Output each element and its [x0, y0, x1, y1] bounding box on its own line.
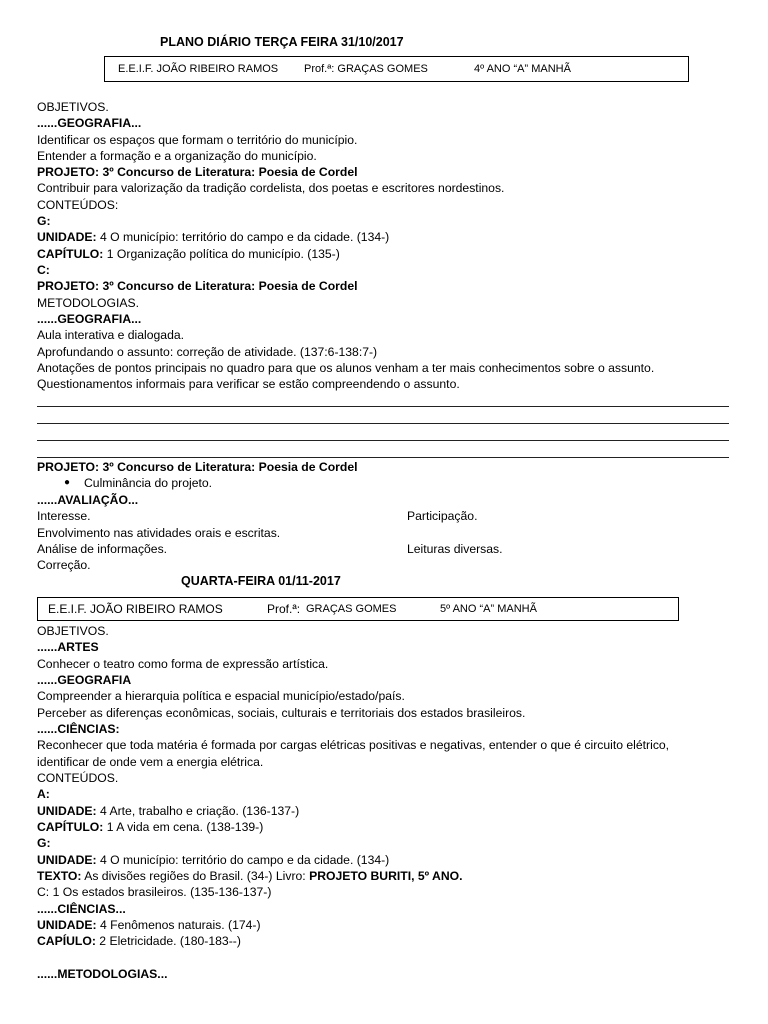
day1-avaliacao-heading: ......AVALIAÇÃO...: [37, 493, 139, 507]
day1-title: PLANO DIÁRIO TERÇA FEIRA 31/10/2017: [160, 35, 404, 49]
day1-g-label: G:: [37, 214, 51, 228]
capitulo-text: 1 A vida em cena. (138-139-): [106, 820, 264, 834]
unidade-label: UNIDADE:: [37, 804, 97, 818]
day2-c-line: C: 1 Os estados brasileiros. (135-136-137-): [37, 885, 272, 899]
day2-capitulo-c-line: [37, 933, 241, 949]
day1-eval-4: Correção.: [37, 558, 91, 572]
day1-objective-1: Identificar os espaços que formam o território do município.: [37, 133, 358, 147]
unidade-text: 4 O município: território do campo e da cidade. (134-): [99, 230, 390, 244]
day1-eval-1b: Participação.: [407, 509, 478, 523]
day2-class: 5º ANO “A” MANHÃ: [440, 603, 537, 615]
unidade-label: UNIDADE:: [37, 230, 97, 244]
unidade-text: 4 O município: território do campo e da cidade. (134-): [99, 853, 390, 867]
day2-unidade-g-line: [37, 852, 389, 868]
projeto-label: PROJETO:: [37, 279, 100, 293]
day2-capitulo-a-line: [37, 819, 263, 835]
day1-eval-1: Interesse.: [37, 509, 91, 523]
day2-geografia-heading: ......GEOGRAFIA: [37, 673, 132, 687]
day1-objective-2: Entender a formação e a organização do município.: [37, 149, 317, 163]
projeto-text: 3º Concurso de Literatura: Poesia de Cordel: [102, 279, 358, 293]
unidade-text: 4 Fenômenos naturais. (174-): [99, 918, 261, 932]
day1-projeto3-line: [37, 459, 358, 475]
day1-method-2: Aprofundando o assunto: correção de atividade. (137:6-138:7-): [37, 345, 378, 359]
day2-objetivos: OBJETIVOS.: [37, 624, 109, 638]
texto-book: PROJETO BURITI, 5º ANO.: [309, 869, 463, 883]
blank-writing-line: [37, 423, 729, 424]
day2-cie-objective-2: identificar de onde vem a energia elétrica.: [37, 755, 264, 769]
day1-projeto2-line: [37, 278, 358, 294]
day2-teacher-label: Prof.ª:: [267, 602, 301, 616]
day2-ciencias-heading-2: ......CIÊNCIAS...: [37, 902, 126, 916]
day2-teacher-name: GRAÇAS GOMES: [306, 603, 397, 615]
day1-teacher: Prof.ª: GRAÇAS GOMES: [304, 63, 428, 75]
day1-method-4: Questionamentos informais para verificar se estão compreendendo o assunto.: [37, 377, 460, 391]
day1-objetivos: OBJETIVOS.: [37, 100, 109, 114]
capitulo-label: CAPÍTULO:: [37, 247, 104, 261]
day2-artes-heading: ......ARTES: [37, 640, 99, 654]
blank-writing-line: [37, 457, 729, 458]
day2-unidade-c-line: [37, 917, 261, 933]
day1-bullet-item: Culminância do projeto.: [84, 476, 213, 490]
capitulo-label: CAPÍULO:: [37, 934, 96, 948]
day1-geografia-heading: ......GEOGRAFIA...: [37, 116, 142, 130]
blank-writing-line: [37, 440, 729, 441]
day1-projeto-line: [37, 164, 358, 180]
day2-geo-objective-2: Perceber as diferenças econômicas, sociais, culturais e territoriais dos estados brasileiros.: [37, 706, 526, 720]
bullet-icon: ●: [64, 477, 71, 488]
projeto-label: PROJETO:: [37, 165, 100, 179]
unidade-label: UNIDADE:: [37, 918, 97, 932]
day1-unidade-line: [37, 229, 389, 245]
capitulo-text: 2 Eletricidade. (180-183--): [99, 934, 241, 948]
texto-label: TEXTO:: [37, 869, 82, 883]
day2-g-label: G:: [37, 836, 51, 850]
unidade-text: 4 Arte, trabalho e criação. (136-137-): [99, 804, 300, 818]
capitulo-text: 1 Organização política do município. (135-): [106, 247, 340, 261]
day2-geo-objective-1: Compreender a hierarquia política e espacial município/estado/país.: [37, 689, 405, 703]
day1-eval-3: Análise de informações.: [37, 542, 168, 556]
day2-conteudos: CONTEÚDOS.: [37, 771, 119, 785]
day1-class: 4º ANO “A” MANHÃ: [474, 63, 571, 75]
projeto-label: PROJETO:: [37, 460, 100, 474]
day1-capitulo-line: [37, 246, 340, 262]
day1-method-1: Aula interativa e dialogada.: [37, 328, 185, 342]
day2-texto-line: [37, 868, 463, 884]
day2-school: E.E.I.F. JOÃO RIBEIRO RAMOS: [48, 602, 223, 616]
day1-school: E.E.I.F. JOÃO RIBEIRO RAMOS: [118, 63, 279, 75]
day2-ciencias-heading: ......CIÊNCIAS:: [37, 722, 120, 736]
day1-eval-3b: Leituras diversas.: [407, 542, 503, 556]
day1-eval-2: Envolvimento nas atividades orais e escritas.: [37, 526, 281, 540]
projeto-text: 3º Concurso de Literatura: Poesia de Cordel: [102, 165, 358, 179]
day1-header-box: [104, 56, 689, 82]
texto-text: As divisões regiões do Brasil. (34-) Livro:: [84, 869, 306, 883]
capitulo-label: CAPÍTULO:: [37, 820, 104, 834]
day2-header-box: [37, 597, 679, 621]
day1-geografia-heading-2: ......GEOGRAFIA...: [37, 312, 142, 326]
day2-artes-objective: Conhecer o teatro como forma de expressão artística.: [37, 657, 329, 671]
blank-writing-line: [37, 406, 729, 407]
day2-cie-objective-1: Reconhecer que toda matéria é formada por cargas elétricas positivas e negativas, entender o que é circuito elétrico,: [37, 738, 670, 752]
day1-c-label: C:: [37, 263, 50, 277]
day1-projeto-objective: Contribuir para valorização da tradição cordelista, dos poetas e escritores nordestinos.: [37, 181, 505, 195]
day2-title: QUARTA-FEIRA 01/11-2017: [181, 574, 341, 588]
day2-a-label: A:: [37, 787, 50, 801]
day2-unidade-a-line: [37, 803, 299, 819]
day1-metodologias: METODOLOGIAS.: [37, 296, 140, 310]
projeto-text: 3º Concurso de Literatura: Poesia de Cordel: [102, 460, 358, 474]
unidade-label: UNIDADE:: [37, 853, 97, 867]
day1-conteudos: CONTEÚDOS:: [37, 198, 119, 212]
day1-method-3: Anotações de pontos principais no quadro para que os alunos venham a ter mais conhecimentos sobre o assunto.: [37, 361, 655, 375]
day2-metodologias-heading: ......METODOLOGIAS...: [37, 967, 168, 981]
